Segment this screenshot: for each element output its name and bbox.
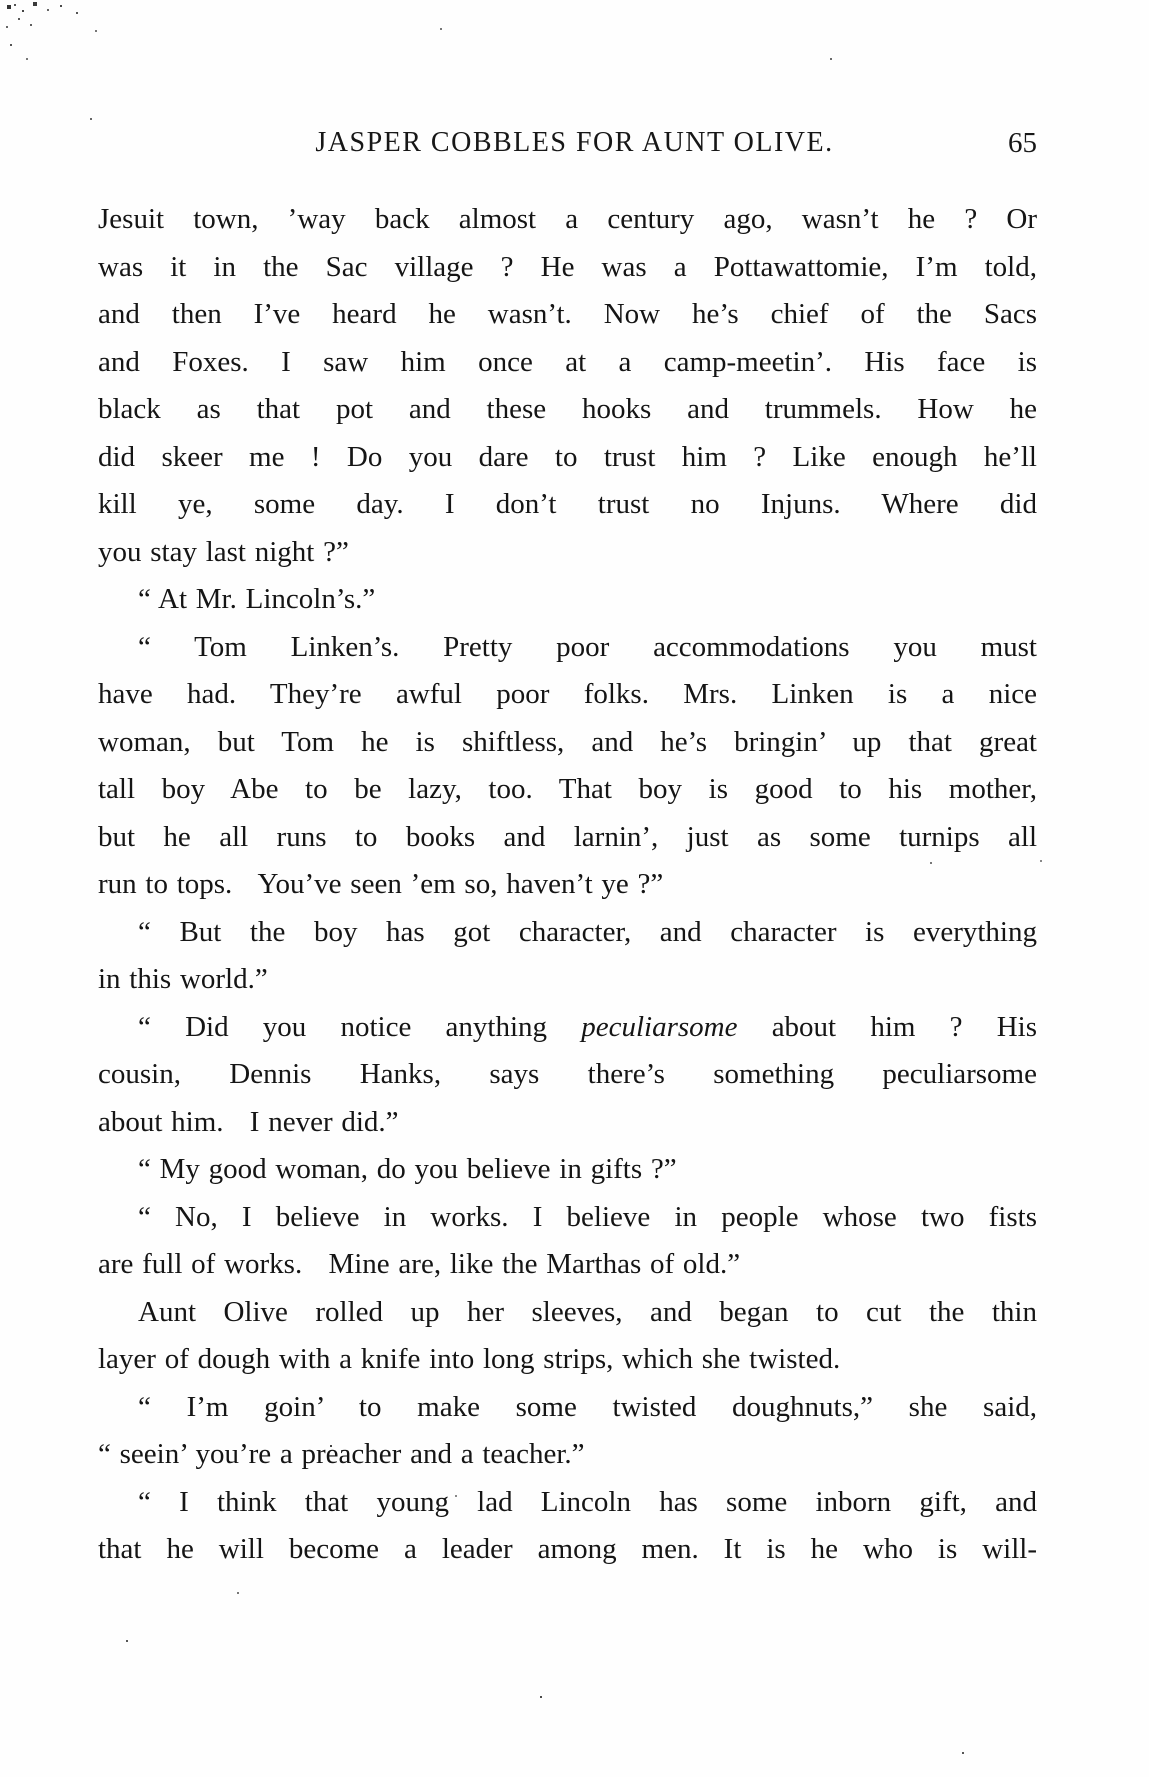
text-segment: but he all runs to books and larnin’, just as some turnips all (98, 820, 1037, 853)
text-line (98, 291, 1037, 339)
text-line (98, 861, 1037, 909)
text-segment: “ I’m goin’ to make some twisted doughnuts,” she said, (138, 1390, 1037, 1423)
text-segment: Aunt Olive rolled up her sleeves, and began to cut the thin (138, 1295, 1037, 1328)
text-line (98, 766, 1037, 814)
text-line (98, 814, 1037, 862)
text-segment: “ No, I believe in works. I believe in people whose two fists (138, 1200, 1037, 1233)
text-line (98, 909, 1037, 957)
page-number: 65 (1008, 127, 1037, 159)
text-segment: about him ? His (737, 1010, 1037, 1043)
text-segment: and then I’ve heard he wasn’t. Now he’s chief of the Sacs (98, 298, 1037, 330)
text-segment: cousin, Dennis Hanks, says there’s something peculiarsome (98, 1058, 1037, 1090)
chapter-title: JASPER COBBLES FOR AUNT OLIVE. (315, 127, 834, 158)
text-segment: and Foxes. I saw him once at a camp-meetin’. His face is (98, 345, 1037, 378)
text-line (98, 1051, 1037, 1099)
text-segment: Jesuit town, ’way back almost a century ago, wasn’t he ? Or (98, 203, 1037, 235)
text-segment: tall boy Abe to be lazy, too. That boy is good to his mother, (98, 773, 1037, 805)
text-line (98, 719, 1037, 767)
text-line (98, 196, 1037, 244)
text-line (98, 1336, 1037, 1384)
text-segment: layer of dough with a knife into long strips, which she twisted. (98, 1343, 841, 1375)
text-segment: woman, but Tom he is shiftless, and he’s bringin’ up that great (98, 725, 1037, 758)
text-segment: about him. I never did.” (98, 1105, 399, 1138)
text-segment: you stay last night ?” (98, 535, 349, 568)
text-line (98, 576, 1037, 624)
text-line (98, 1146, 1037, 1194)
text-segment: did skeer me ! Do you dare to trust him ? Like enough he’ll (98, 440, 1037, 473)
text-segment: are full of works. Mine are, like the Marthas of old.” (98, 1248, 741, 1280)
text-line (98, 1194, 1037, 1242)
text-segment: “ At Mr. Lincoln’s.” (138, 583, 376, 615)
text-line (98, 624, 1037, 672)
text-line (98, 481, 1037, 529)
text-segment: run to tops. You’ve seen ’em so, haven’t ye ?” (98, 868, 664, 900)
text-segment: “ Tom Linken’s. Pretty poor accommodations you must (138, 630, 1037, 663)
text-segment: “ But the boy has got character, and character is everything (138, 915, 1037, 948)
text-segment: “ I think that young lad Lincoln has some inborn gift, and (138, 1485, 1037, 1518)
text-line (98, 1289, 1037, 1337)
text-line (98, 1099, 1037, 1147)
text-segment: was it in the Sac village ? He was a Pottawattomie, I’m told, (98, 250, 1037, 283)
text-segment: “ seein’ you’re a preacher and a teacher.” (98, 1438, 585, 1470)
text-line (98, 386, 1037, 434)
text-segment: “ Did you notice anything (138, 1010, 582, 1043)
running-head (0, 121, 1149, 165)
text-segment: in this world.” (98, 963, 268, 995)
scan-noise-specks (0, 0, 2, 2)
text-line (98, 1241, 1037, 1289)
text-line (98, 434, 1037, 482)
text-segment: that he will become a leader among men. It is he who is will- (98, 1533, 1037, 1565)
page-body (98, 196, 1037, 1574)
text-line (98, 1431, 1037, 1479)
text-line (98, 529, 1037, 577)
text-segment: “ My good woman, do you believe in gifts ?” (138, 1153, 677, 1185)
text-line (98, 1384, 1037, 1432)
text-segment: black as that pot and these hooks and trummels. How he (98, 393, 1037, 425)
text-line (98, 671, 1037, 719)
text-line (98, 956, 1037, 1004)
text-segment: kill ye, some day. I don’t trust no Injuns. Where did (98, 488, 1037, 520)
text-segment: have had. They’re awful poor folks. Mrs. Linken is a nice (98, 678, 1037, 710)
text-line (98, 1526, 1037, 1574)
text-line (98, 339, 1037, 387)
text-line (98, 1479, 1037, 1527)
text-line (98, 1004, 1037, 1052)
italic-word: peculiarsome (581, 1010, 738, 1043)
text-line (98, 244, 1037, 292)
